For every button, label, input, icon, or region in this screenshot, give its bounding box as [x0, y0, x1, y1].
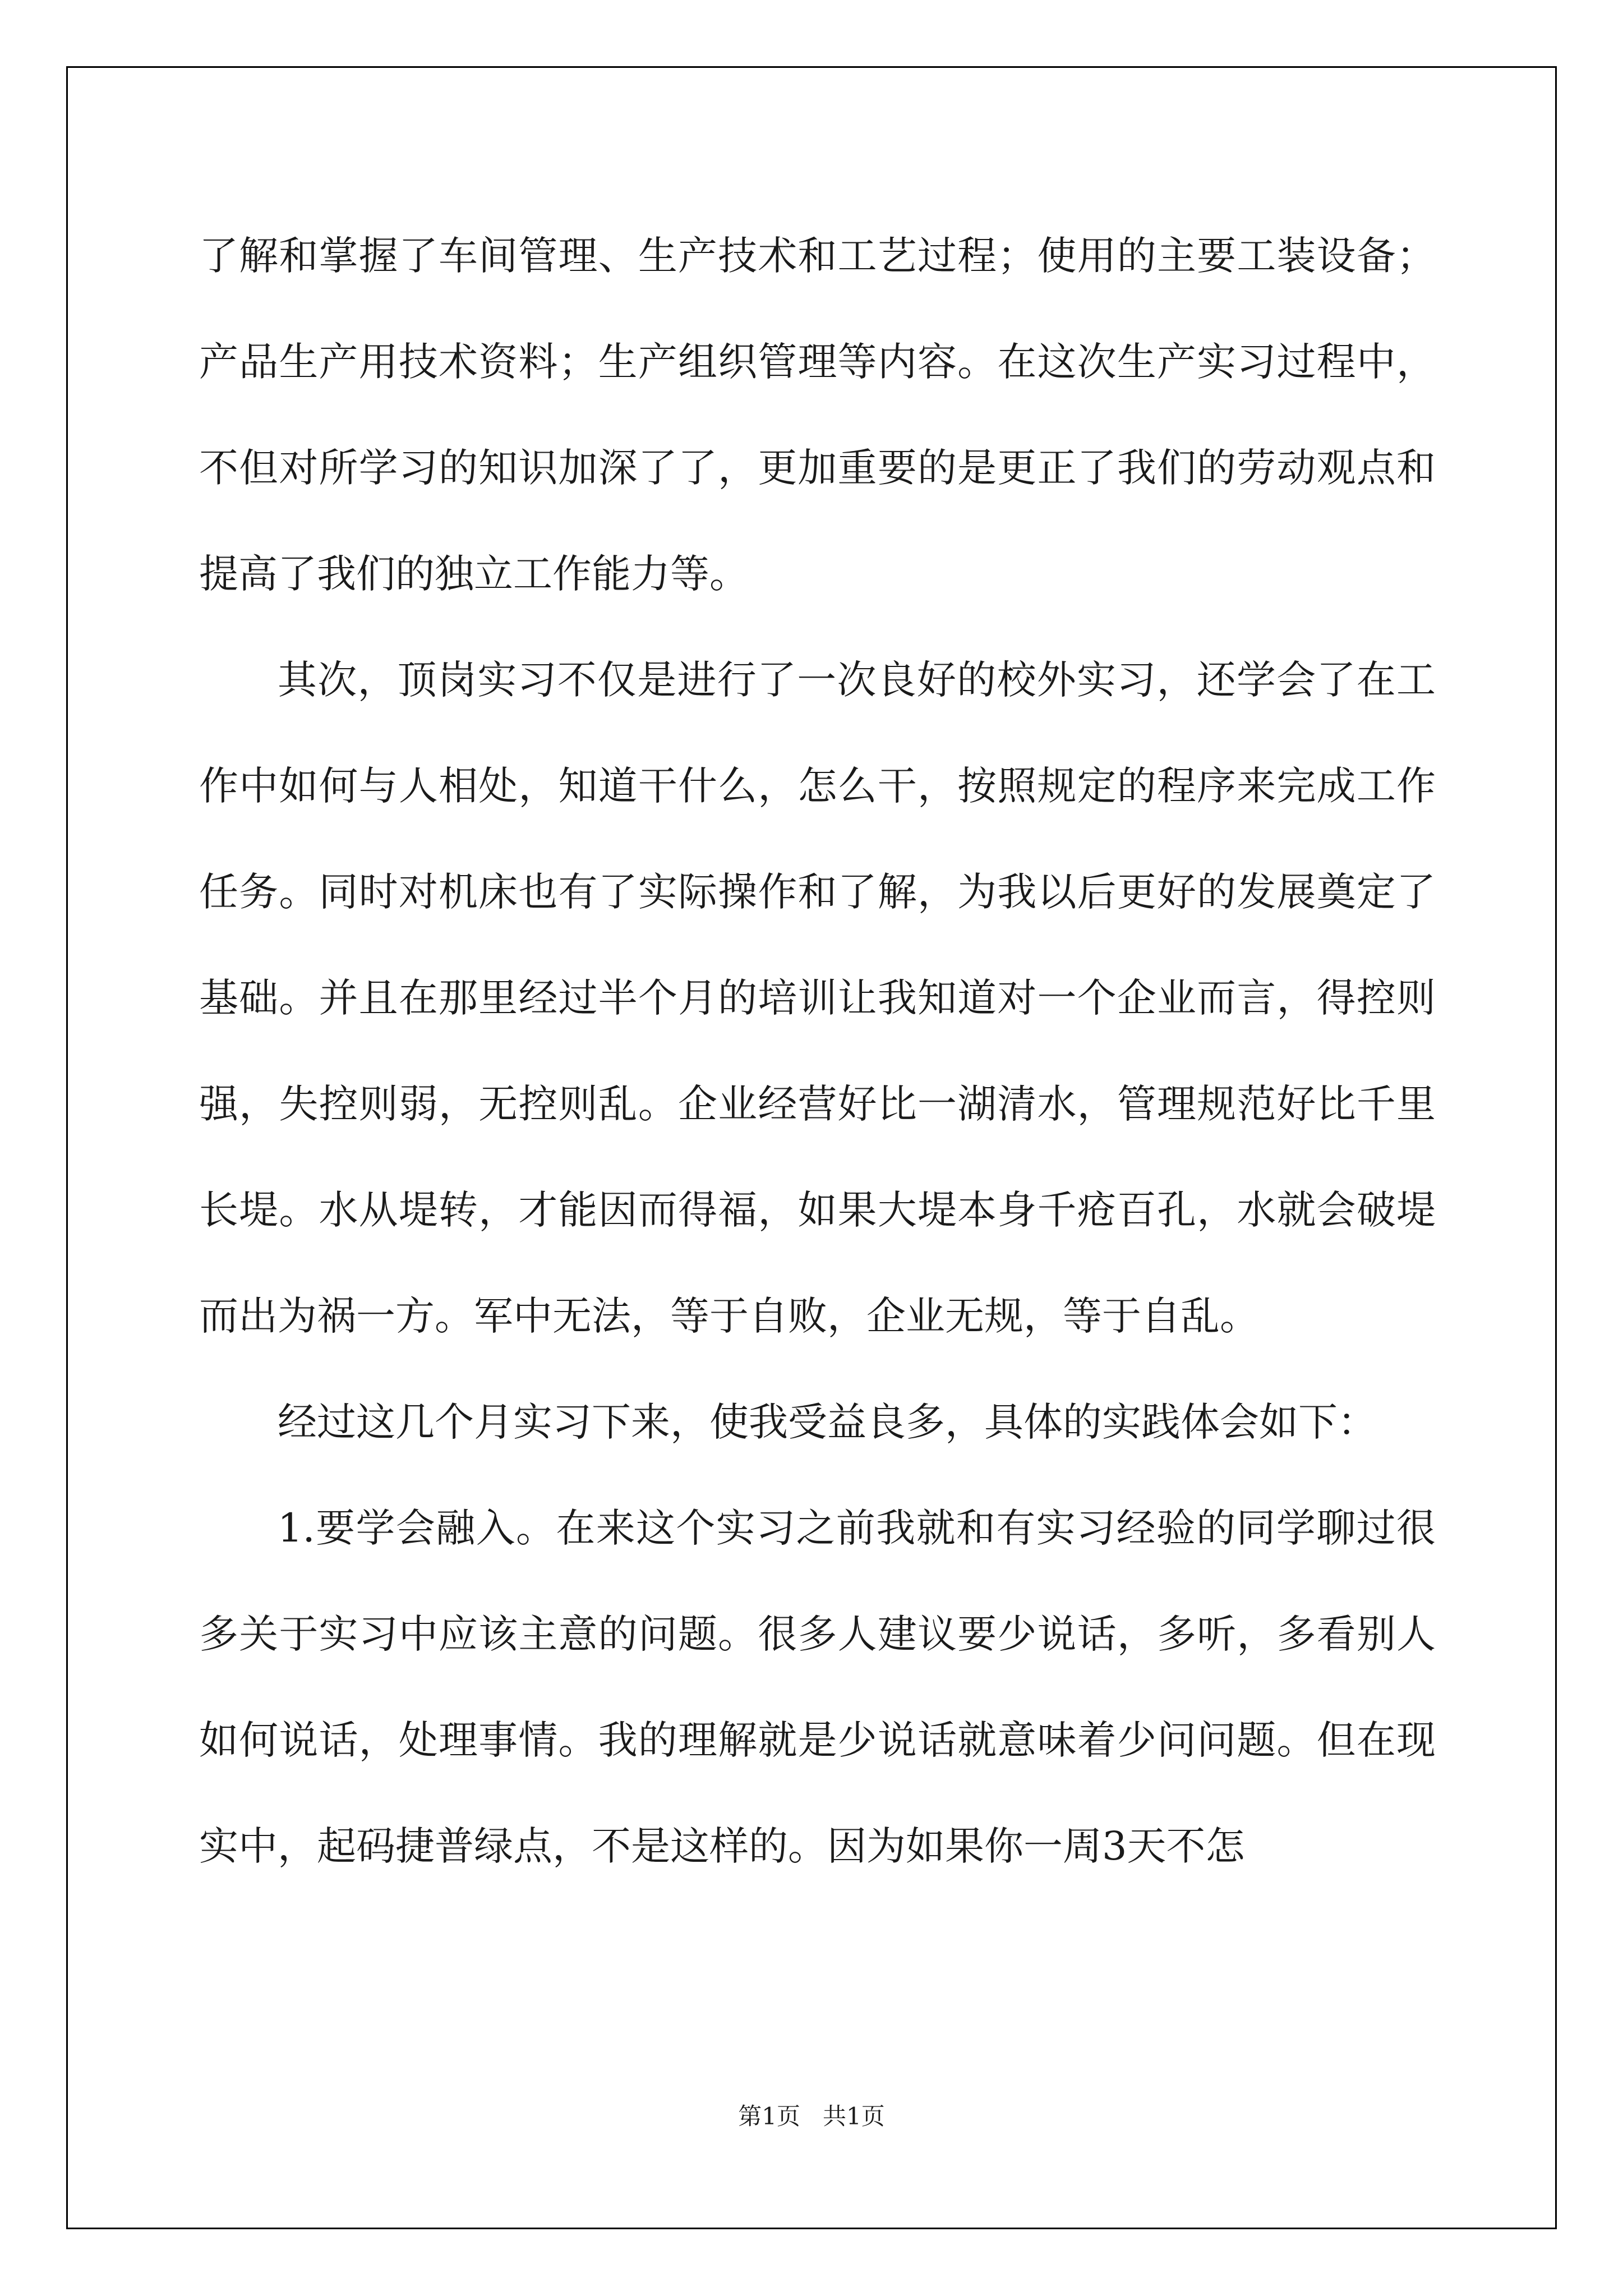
paragraph-2: 其次，顶岗实习不仅是进行了一次良好的校外实习，还学会了在工作中如何与人相处，知道干什么，怎么干，按照规定的程序来完成工作任务。同时对机床也有了实际操作和了解，为我以后更好的发展奠定了基础。并且在那里经过半个月的培训让我知道对一个企业而言，得控则强，失控则弱，无控则乱。企业经营好比一湖清水，管理规范好比千里长堤。水从堤转，才能因而得福，如果大堤本身千疮百孔，水就会破堤而出为祸一方。军中无法，等于自败，企业无规，等于自乱。	[199, 657, 1436, 1339]
paragraph-4: 1.要学会融入。在来这个实习之前我就和有实习经验的同学聊过很多关于实习中应该主意的问题。很多人建议要少说话，多听，多看别人如何说话，处理事情。我的理解就是少说话就意味着少问问题。但在现实中，起码捷普绿点，不是这样的。因为如果你一周3天不怎	[199, 1505, 1436, 1869]
document-body	[199, 203, 1436, 1899]
paragraph-3: 经过这几个月实习下来，使我受益良多，具体的实践体会如下：	[278, 1399, 1377, 1445]
paragraph-1: 了解和掌握了车间管理、生产技术和工艺过程；使用的主要工装设备；产品生产用技术资料；生产组织管理等内容。在这次生产实习过程中，不但对所学习的知识加深了了，更加重要的是更正了我们的劳动观点和提高了我们的独立工作能力等。	[199, 233, 1436, 597]
page-footer: 第1页 共1页	[738, 2102, 885, 2130]
